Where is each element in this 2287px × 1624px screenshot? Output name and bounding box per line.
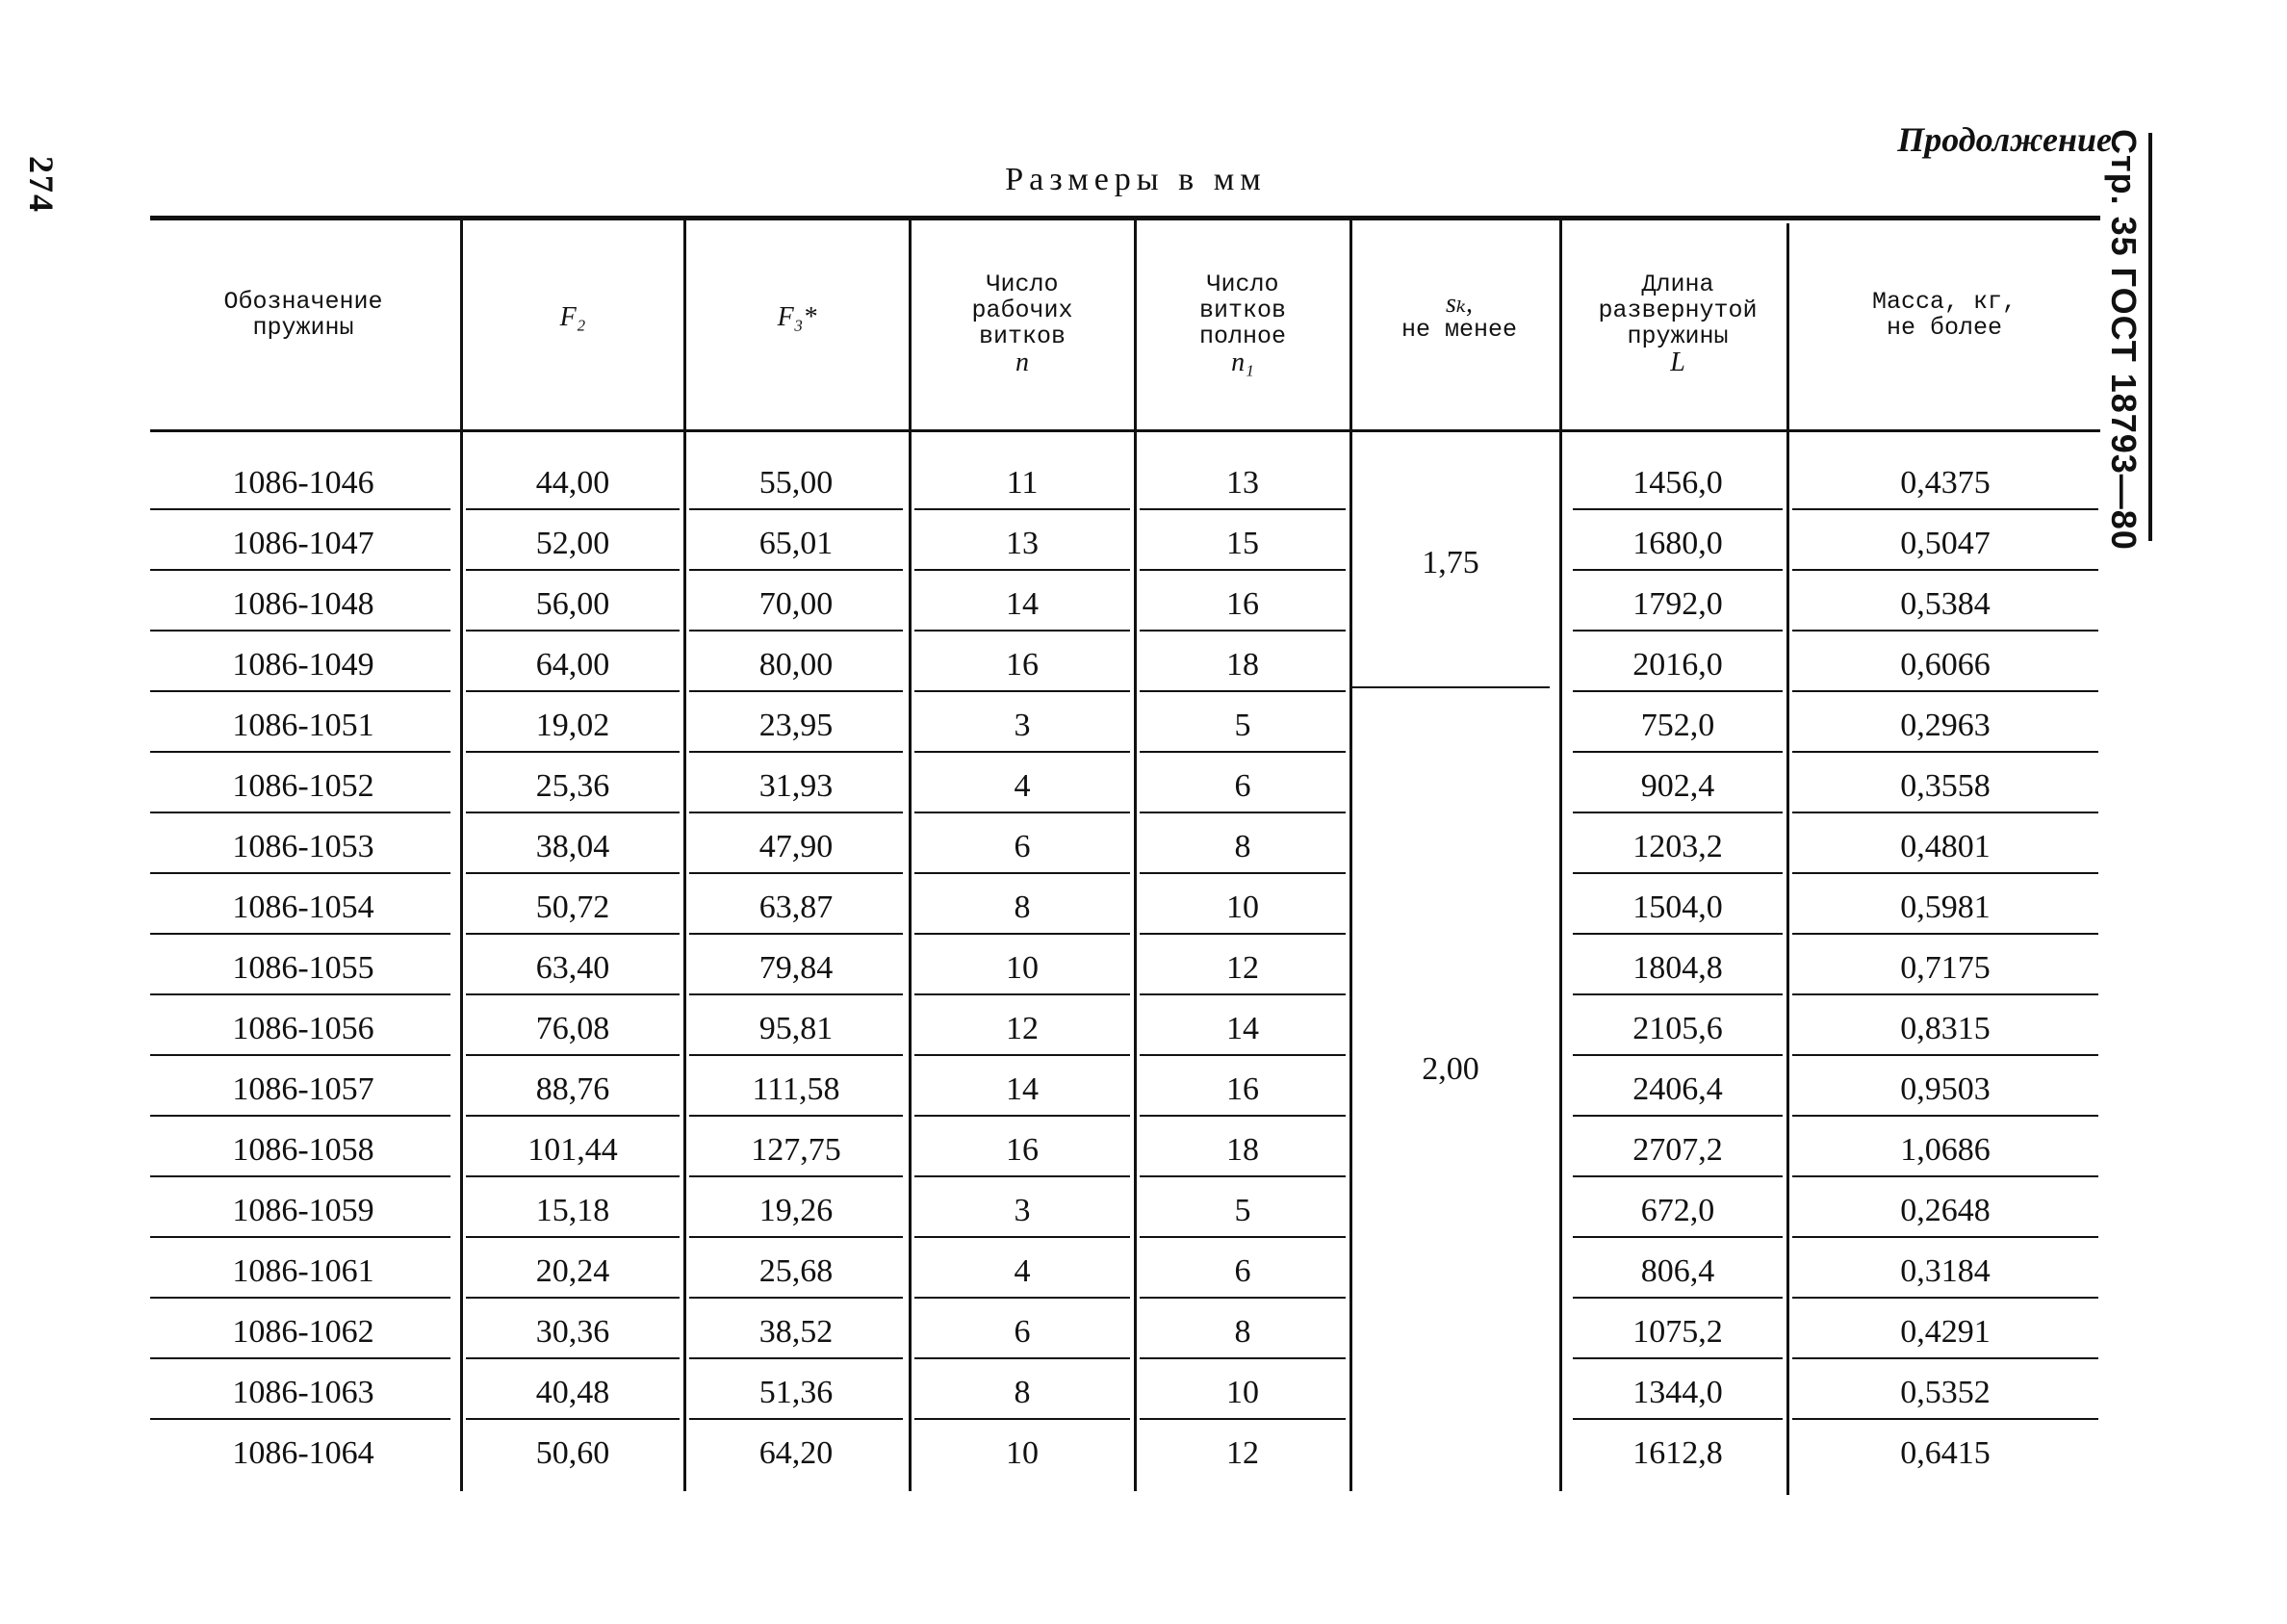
cell-mass: 0,3184: [1900, 1253, 1991, 1289]
row-underline: [1792, 1297, 2098, 1299]
row-underline: [1573, 569, 1783, 571]
table-top-rule: [150, 216, 2100, 220]
cell-n1: 8: [1234, 1314, 1251, 1350]
row-underline: [1573, 1054, 1783, 1056]
cell-f3: 38,52: [758, 1314, 834, 1350]
cell-L: 1680,0: [1632, 526, 1723, 561]
cell-f3: 63,87: [758, 889, 834, 925]
row-underline: [1792, 1054, 2098, 1056]
row-underline: [689, 508, 903, 510]
column-divider: [909, 219, 912, 1491]
cell-L: 1344,0: [1632, 1375, 1723, 1410]
cell-mass: 0,5352: [1900, 1375, 1991, 1410]
row-underline: [150, 1115, 450, 1117]
cell-mass: 1,0686: [1900, 1132, 1991, 1168]
row-underline: [914, 630, 1130, 632]
row-underline: [914, 569, 1130, 571]
row-underline: [1140, 569, 1346, 571]
cell-n: 16: [1006, 1132, 1039, 1168]
cell-L: 1504,0: [1632, 889, 1723, 925]
row-underline: [1140, 993, 1346, 995]
cell-n1: 8: [1234, 829, 1251, 864]
cell-f2: 44,00: [535, 465, 610, 501]
cell-mass: 0,8315: [1900, 1011, 1991, 1046]
cell-mass: 0,3558: [1900, 768, 1991, 804]
cell-mass: 0,6066: [1900, 647, 1991, 683]
row-underline: [1140, 812, 1346, 813]
cell-f3: 55,00: [758, 465, 834, 501]
cell-designation: 1086-1062: [232, 1314, 374, 1350]
row-underline: [1140, 933, 1346, 935]
row-underline: [150, 812, 450, 813]
column-divider: [1559, 219, 1562, 1491]
row-underline: [914, 690, 1130, 692]
cell-n: 3: [1014, 1193, 1031, 1228]
cell-designation: 1086-1048: [232, 586, 374, 622]
cell-L: 806,4: [1640, 1253, 1715, 1289]
cell-f2: 20,24: [535, 1253, 610, 1289]
row-underline: [689, 751, 903, 753]
column-divider: [1349, 219, 1352, 1491]
cell-designation: 1086-1046: [232, 465, 374, 501]
cell-n1: 16: [1226, 586, 1259, 622]
row-underline: [1792, 1236, 2098, 1238]
cell-f2: 30,36: [535, 1314, 610, 1350]
cell-n: 16: [1006, 647, 1039, 683]
row-underline: [1792, 1115, 2098, 1117]
column-divider: [1134, 219, 1137, 1491]
cell-designation: 1086-1053: [232, 829, 374, 864]
cell-n: 8: [1014, 1375, 1031, 1410]
cell-n1: 14: [1226, 1011, 1259, 1046]
row-underline: [1573, 1115, 1783, 1117]
row-underline: [1573, 933, 1783, 935]
cell-designation: 1086-1052: [232, 768, 374, 804]
row-underline: [1140, 508, 1346, 510]
column-divider: [460, 219, 463, 1491]
cell-f3: 51,36: [758, 1375, 834, 1410]
cell-n: 4: [1014, 1253, 1031, 1289]
row-underline: [466, 1418, 680, 1420]
row-underline: [1792, 751, 2098, 753]
row-underline: [1140, 1175, 1346, 1177]
row-underline: [689, 1418, 903, 1420]
cell-L: 752,0: [1640, 708, 1715, 743]
cell-L: 1456,0: [1632, 465, 1723, 501]
cell-n1: 15: [1226, 526, 1259, 561]
cell-f3: 23,95: [758, 708, 834, 743]
row-underline: [689, 1236, 903, 1238]
cell-designation: 1086-1064: [232, 1435, 374, 1471]
cell-n1: 10: [1226, 889, 1259, 925]
cell-n1: 10: [1226, 1375, 1259, 1410]
cell-n: 14: [1006, 586, 1039, 622]
cell-f2: 88,76: [535, 1071, 610, 1107]
cell-f3: 31,93: [758, 768, 834, 804]
row-underline: [1792, 812, 2098, 813]
row-underline: [466, 751, 680, 753]
row-underline: [689, 812, 903, 813]
cell-n: 6: [1014, 1314, 1031, 1350]
row-underline: [1140, 1297, 1346, 1299]
dimensions-note: Размеры в мм: [1005, 162, 1267, 197]
row-underline: [466, 569, 680, 571]
row-underline: [1792, 1357, 2098, 1359]
cell-mass: 0,6415: [1900, 1435, 1991, 1471]
row-underline: [466, 1054, 680, 1056]
row-underline: [689, 630, 903, 632]
row-underline: [914, 1054, 1130, 1056]
cell-designation: 1086-1054: [232, 889, 374, 925]
row-underline: [466, 1357, 680, 1359]
cell-L: 2406,4: [1632, 1071, 1723, 1107]
cell-mass: 0,2648: [1900, 1193, 1991, 1228]
cell-f2: 50,60: [535, 1435, 610, 1471]
row-underline: [689, 1115, 903, 1117]
cell-L: 902,4: [1640, 768, 1715, 804]
sk-value-2: 2,00: [1422, 1051, 1479, 1087]
row-underline: [914, 751, 1130, 753]
row-underline: [466, 993, 680, 995]
row-underline: [150, 933, 450, 935]
row-underline: [1573, 630, 1783, 632]
header-sk: sₖ, не менее: [1400, 289, 1518, 344]
row-underline: [150, 872, 450, 874]
header-f2: F₂: [559, 302, 586, 332]
cell-designation: 1086-1049: [232, 647, 374, 683]
row-underline: [150, 630, 450, 632]
cell-designation: 1086-1061: [232, 1253, 374, 1289]
row-underline: [689, 690, 903, 692]
row-underline: [150, 1236, 450, 1238]
cell-n: 14: [1006, 1071, 1039, 1107]
row-underline: [1140, 630, 1346, 632]
row-underline: [1573, 1418, 1783, 1420]
row-underline: [466, 872, 680, 874]
cell-n1: 18: [1226, 1132, 1259, 1168]
row-underline: [689, 569, 903, 571]
row-underline: [914, 872, 1130, 874]
cell-designation: 1086-1057: [232, 1071, 374, 1107]
side-header-rule: [2148, 133, 2152, 541]
cell-n: 12: [1006, 1011, 1039, 1046]
row-underline: [1573, 1236, 1783, 1238]
row-underline: [914, 1236, 1130, 1238]
row-underline: [1140, 1115, 1346, 1117]
row-underline: [466, 690, 680, 692]
cell-n: 11: [1006, 465, 1039, 501]
sk-value-1: 1,75: [1422, 545, 1479, 580]
cell-f2: 40,48: [535, 1375, 610, 1410]
cell-L: 1203,2: [1632, 829, 1723, 864]
row-underline: [1792, 1418, 2098, 1420]
row-underline: [689, 1357, 903, 1359]
row-underline: [914, 812, 1130, 813]
cell-n1: 6: [1234, 768, 1251, 804]
header-mass: Масса, кг, не более: [1871, 288, 2017, 342]
row-underline: [150, 508, 450, 510]
cell-f2: 56,00: [535, 586, 610, 622]
row-underline: [689, 1297, 903, 1299]
row-underline: [1573, 751, 1783, 753]
cell-mass: 0,9503: [1900, 1071, 1991, 1107]
row-underline: [1573, 1297, 1783, 1299]
cell-f2: 50,72: [535, 889, 610, 925]
row-underline: [1140, 872, 1346, 874]
header-designation: Обозначение пружины: [223, 288, 383, 342]
row-underline: [466, 1297, 680, 1299]
row-underline: [1573, 1357, 1783, 1359]
cell-n: 4: [1014, 768, 1031, 804]
cell-f2: 15,18: [535, 1193, 610, 1228]
cell-f2: 101,44: [527, 1132, 618, 1168]
cell-L: 1612,8: [1632, 1435, 1723, 1471]
cell-f2: 25,36: [535, 768, 610, 804]
row-underline: [150, 690, 450, 692]
cell-f3: 80,00: [758, 647, 834, 683]
cell-n: 10: [1006, 1435, 1039, 1471]
header-length: Длина развернутой пружины L: [1598, 271, 1758, 377]
header-bottom-rule: [150, 429, 2100, 432]
cell-mass: 0,4801: [1900, 829, 1991, 864]
row-underline: [1140, 690, 1346, 692]
cell-n: 3: [1014, 708, 1031, 743]
row-underline: [1792, 933, 2098, 935]
cell-n1: 5: [1234, 1193, 1251, 1228]
cell-f3: 79,84: [758, 950, 834, 986]
cell-n: 13: [1006, 526, 1039, 561]
row-underline: [689, 1175, 903, 1177]
cell-n1: 16: [1226, 1071, 1259, 1107]
cell-f2: 64,00: [535, 647, 610, 683]
cell-designation: 1086-1051: [232, 708, 374, 743]
cell-mass: 0,7175: [1900, 950, 1991, 986]
cell-designation: 1086-1047: [232, 526, 374, 561]
cell-f3: 19,26: [758, 1193, 834, 1228]
cell-mass: 0,5981: [1900, 889, 1991, 925]
row-underline: [689, 872, 903, 874]
row-underline: [689, 993, 903, 995]
row-underline: [1792, 872, 2098, 874]
cell-L: 2016,0: [1632, 647, 1723, 683]
cell-n: 8: [1014, 889, 1031, 925]
row-underline: [1573, 1175, 1783, 1177]
cell-designation: 1086-1055: [232, 950, 374, 986]
cell-mass: 0,5047: [1900, 526, 1991, 561]
row-underline: [466, 933, 680, 935]
row-underline: [914, 1175, 1130, 1177]
header-working-turns: Число рабочих витков n: [971, 271, 1073, 377]
cell-mass: 0,2963: [1900, 708, 1991, 743]
row-underline: [1140, 1357, 1346, 1359]
cell-f3: 47,90: [758, 829, 834, 864]
row-underline: [1792, 508, 2098, 510]
row-underline: [1792, 569, 2098, 571]
row-underline: [466, 508, 680, 510]
row-underline: [150, 1175, 450, 1177]
row-underline: [689, 1054, 903, 1056]
row-underline: [466, 1115, 680, 1117]
row-underline: [1792, 630, 2098, 632]
cell-mass: 0,4375: [1900, 465, 1991, 501]
row-underline: [914, 508, 1130, 510]
row-underline: [1140, 1054, 1346, 1056]
header-f3: F₃*: [777, 302, 817, 332]
row-underline: [150, 1418, 450, 1420]
row-underline: [150, 1297, 450, 1299]
continuation-label: Продолжение: [1897, 120, 2112, 159]
cell-mass: 0,5384: [1900, 586, 1991, 622]
row-underline: [150, 993, 450, 995]
cell-n1: 6: [1234, 1253, 1251, 1289]
row-underline: [914, 933, 1130, 935]
cell-designation: 1086-1059: [232, 1193, 374, 1228]
cell-L: 1804,8: [1632, 950, 1723, 986]
sk-group-divider: [1351, 686, 1550, 688]
cell-f3: 95,81: [758, 1011, 834, 1046]
cell-mass: 0,4291: [1900, 1314, 1991, 1350]
cell-L: 2105,6: [1632, 1011, 1723, 1046]
row-underline: [150, 1357, 450, 1359]
cell-f3: 64,20: [758, 1435, 834, 1471]
row-underline: [150, 569, 450, 571]
cell-f3: 25,68: [758, 1253, 834, 1289]
row-underline: [914, 1418, 1130, 1420]
cell-designation: 1086-1063: [232, 1375, 374, 1410]
row-underline: [914, 1115, 1130, 1117]
row-underline: [150, 751, 450, 753]
cell-f3: 111,58: [752, 1071, 840, 1107]
cell-f2: 19,02: [535, 708, 610, 743]
row-underline: [466, 812, 680, 813]
column-divider: [1786, 223, 1789, 1495]
row-underline: [914, 1297, 1130, 1299]
page-number: 274: [22, 156, 61, 214]
row-underline: [1573, 993, 1783, 995]
cell-designation: 1086-1056: [232, 1011, 374, 1046]
row-underline: [466, 1175, 680, 1177]
cell-n1: 12: [1226, 950, 1259, 986]
cell-n1: 18: [1226, 647, 1259, 683]
row-underline: [466, 630, 680, 632]
cell-n: 10: [1006, 950, 1039, 986]
header-total-turns: Число витков полное n₁: [1198, 271, 1286, 377]
cell-n1: 5: [1234, 708, 1251, 743]
row-underline: [1792, 690, 2098, 692]
row-underline: [1573, 508, 1783, 510]
row-underline: [689, 933, 903, 935]
row-underline: [1573, 690, 1783, 692]
cell-n: 6: [1014, 829, 1031, 864]
row-underline: [914, 1357, 1130, 1359]
cell-L: 1792,0: [1632, 586, 1723, 622]
row-underline: [1573, 812, 1783, 813]
cell-L: 2707,2: [1632, 1132, 1723, 1168]
cell-f3: 70,00: [758, 586, 834, 622]
cell-n1: 12: [1226, 1435, 1259, 1471]
cell-L: 672,0: [1640, 1193, 1715, 1228]
row-underline: [1140, 1236, 1346, 1238]
row-underline: [1140, 751, 1346, 753]
row-underline: [1792, 993, 2098, 995]
cell-f2: 76,08: [535, 1011, 610, 1046]
cell-n1: 13: [1226, 465, 1259, 501]
row-underline: [1573, 872, 1783, 874]
cell-f3: 127,75: [751, 1132, 841, 1168]
side-header: Стр. 35 ГОСТ 18793—80: [2104, 129, 2144, 551]
row-underline: [1792, 1175, 2098, 1177]
cell-L: 1075,2: [1632, 1314, 1723, 1350]
cell-f2: 63,40: [535, 950, 610, 986]
column-divider: [683, 219, 686, 1491]
cell-f2: 52,00: [535, 526, 610, 561]
row-underline: [1140, 1418, 1346, 1420]
cell-f2: 38,04: [535, 829, 610, 864]
row-underline: [150, 1054, 450, 1056]
row-underline: [914, 993, 1130, 995]
cell-designation: 1086-1058: [232, 1132, 374, 1168]
row-underline: [466, 1236, 680, 1238]
cell-f3: 65,01: [758, 526, 834, 561]
